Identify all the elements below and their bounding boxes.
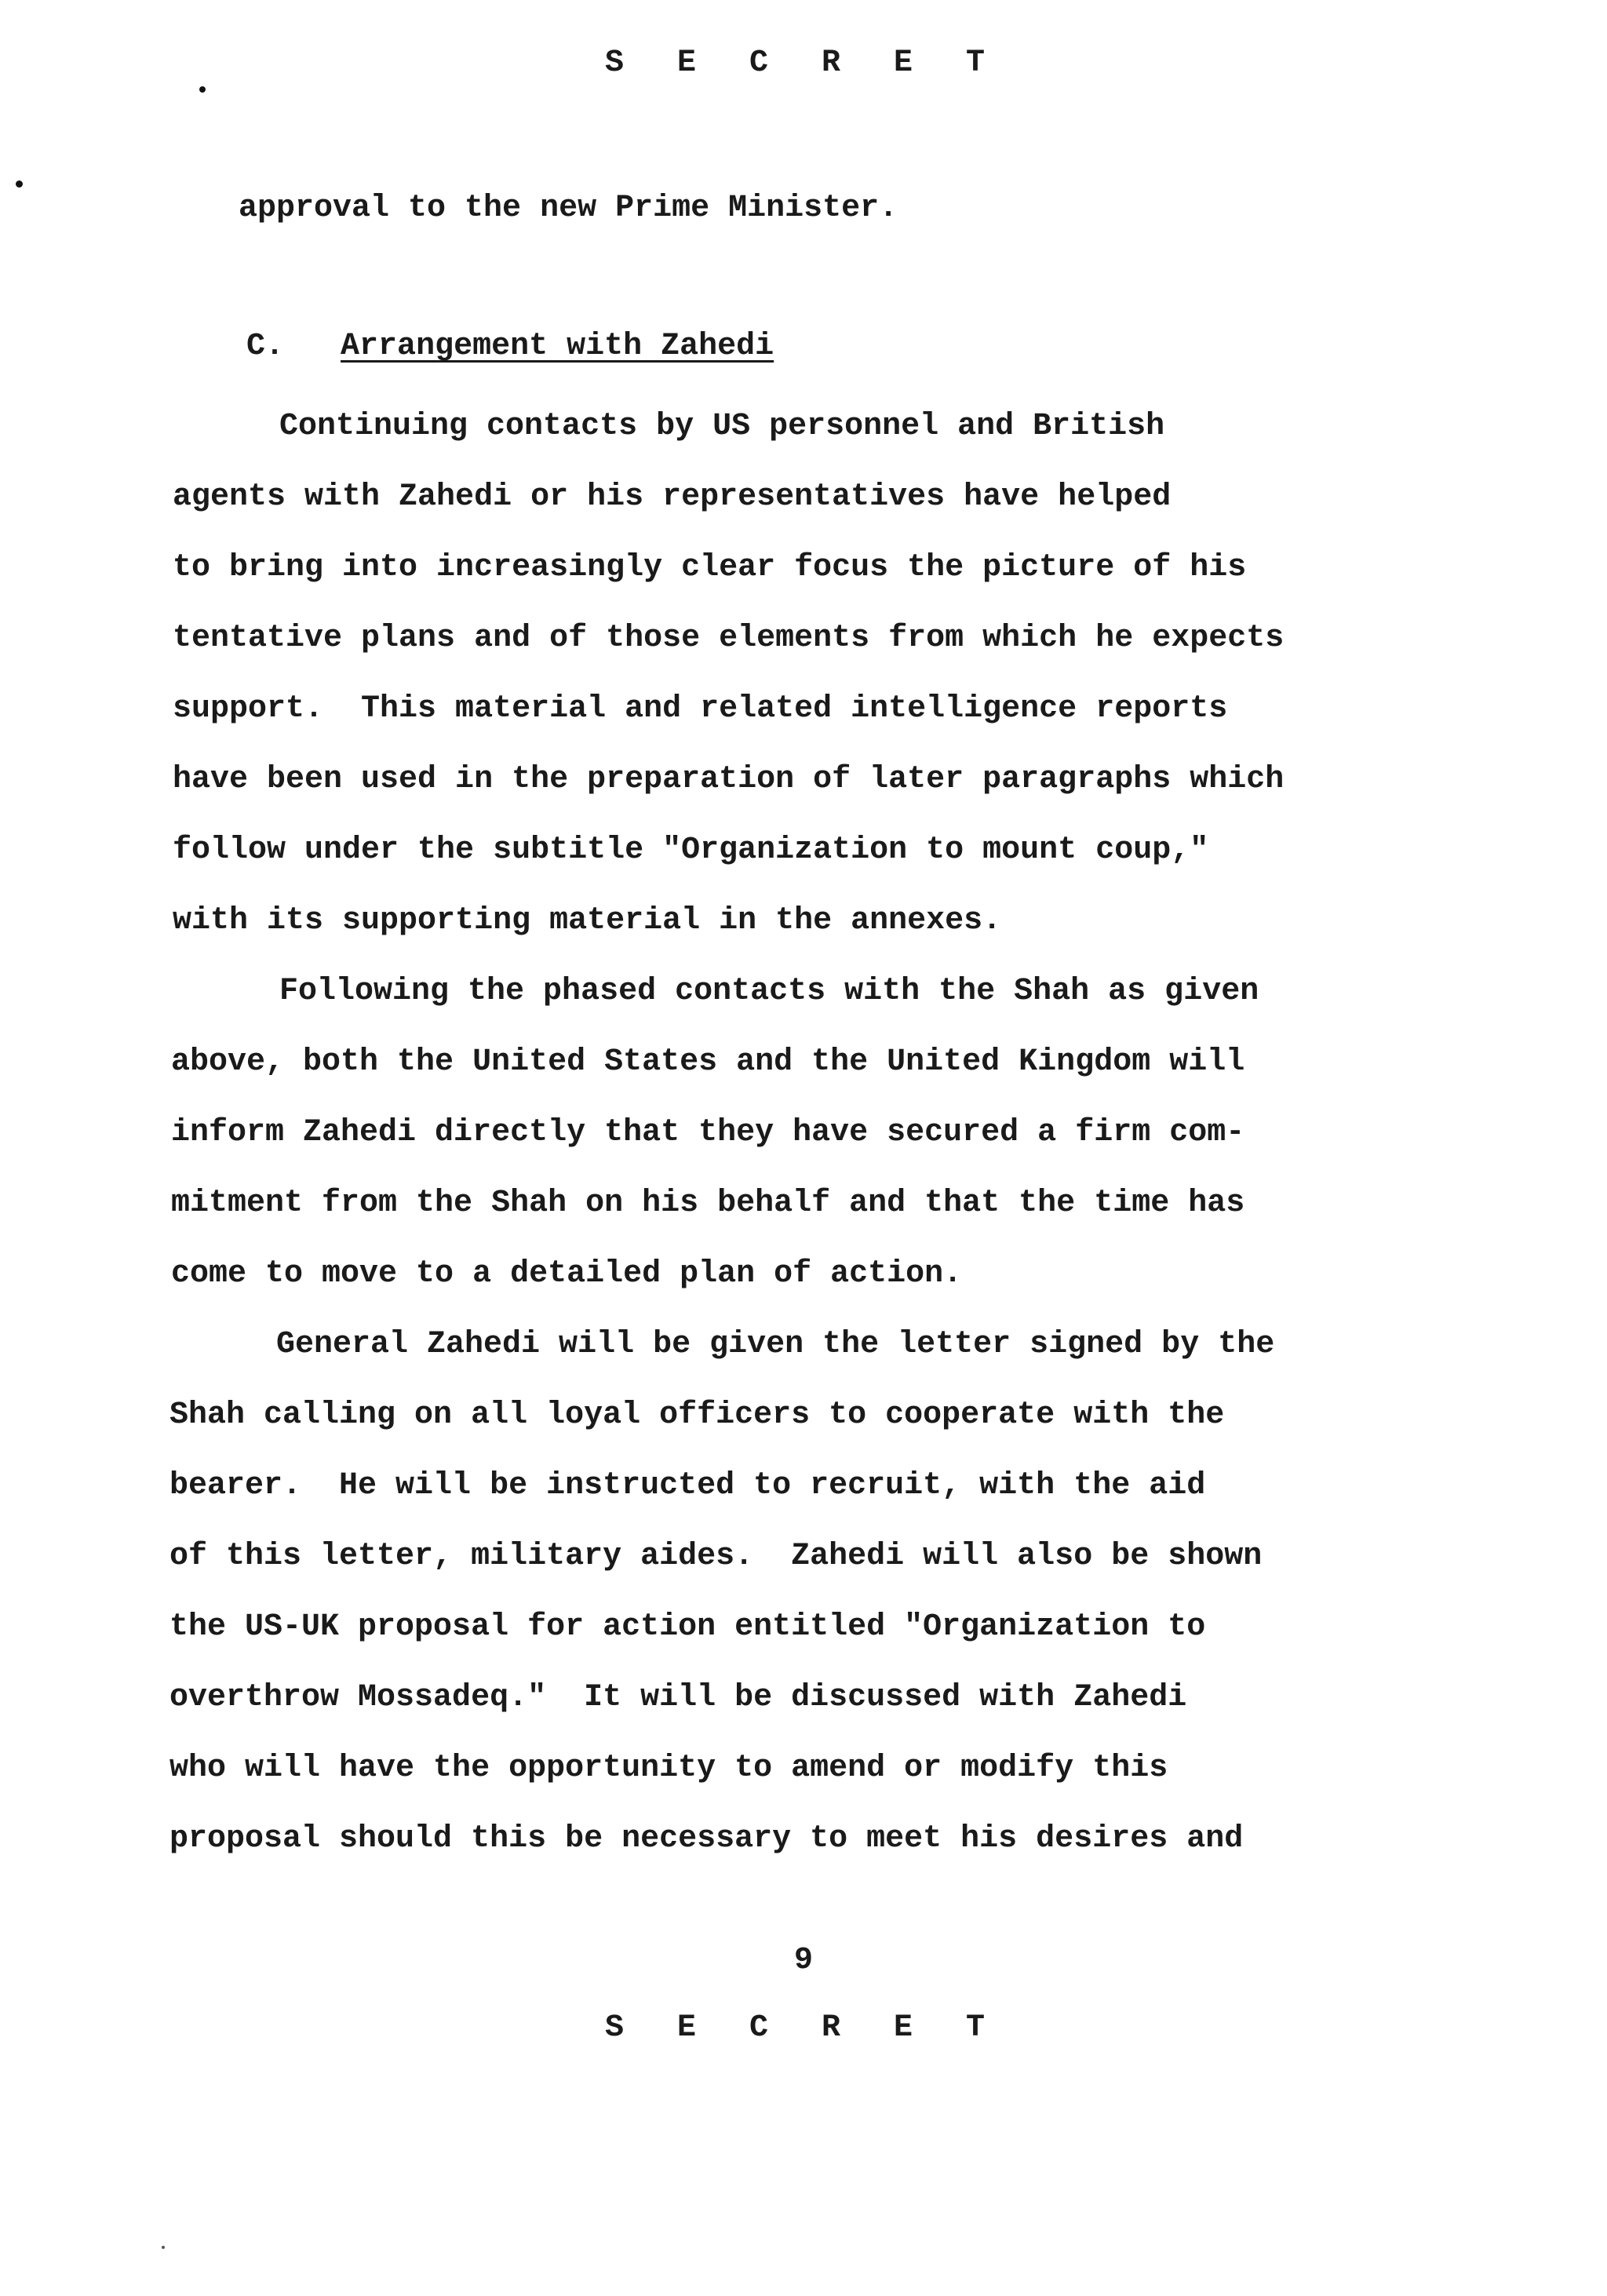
paragraph-line: support. This material and related intelligence reports: [173, 691, 1228, 727]
paragraph-line: mitment from the Shah on his behalf and that the time has: [171, 1186, 1245, 1221]
paragraph-line: to bring into increasingly clear focus the picture of his: [173, 550, 1247, 585]
paragraph-line: of this letter, military aides. Zahedi will also be shown: [169, 1539, 1263, 1574]
classification-footer: S E C R E T: [604, 2010, 1003, 2046]
section-heading: [171, 293, 774, 399]
paragraph-line: inform Zahedi directly that they have secured a firm com-: [171, 1115, 1245, 1150]
paragraph-line: General Zahedi will be given the letter signed by the: [276, 1327, 1275, 1362]
paragraph-line: tentative plans and of those elements from which he expects: [173, 621, 1285, 656]
paragraph-line: Shah calling on all loyal officers to cooperate with the: [169, 1398, 1225, 1433]
paragraph-line: who will have the opportunity to amend or modify this: [169, 1751, 1168, 1786]
paragraph-line: Continuing contacts by US personnel and British: [279, 409, 1165, 444]
intro-line: approval to the new Prime Minister.: [239, 191, 898, 226]
scan-speck: [16, 180, 23, 188]
paragraph-line: Following the phased contacts with the Shah as given: [279, 974, 1259, 1009]
section-title: Arrangement with Zahedi: [341, 329, 774, 364]
paragraph-line: agents with Zahedi or his representatives have helped: [173, 479, 1172, 515]
scan-speck: [162, 2246, 165, 2249]
paragraph-line: the US-UK proposal for action entitled "Organization to: [169, 1609, 1206, 1645]
paragraph-line: follow under the subtitle "Organization to mount coup,": [173, 833, 1209, 868]
paragraph-line: overthrow Mossadeq." It will be discussed with Zahedi: [169, 1680, 1187, 1715]
paragraph-line: proposal should this be necessary to meet his desires and: [169, 1821, 1244, 1857]
section-label: C.: [246, 329, 285, 364]
paragraph-line: with its supporting material in the annexes.: [173, 903, 1002, 938]
paragraph-line: bearer. He will be instructed to recruit, with the aid: [169, 1468, 1206, 1503]
classification-header: S E C R E T: [604, 46, 1003, 81]
paragraph-line: have been used in the preparation of later paragraphs which: [173, 762, 1285, 797]
page-number: 9: [793, 1943, 813, 1978]
scan-speck: [199, 86, 206, 93]
paragraph-line: come to move to a detailed plan of action.: [171, 1256, 963, 1292]
paragraph-line: above, both the United States and the United Kingdom will: [171, 1044, 1245, 1080]
